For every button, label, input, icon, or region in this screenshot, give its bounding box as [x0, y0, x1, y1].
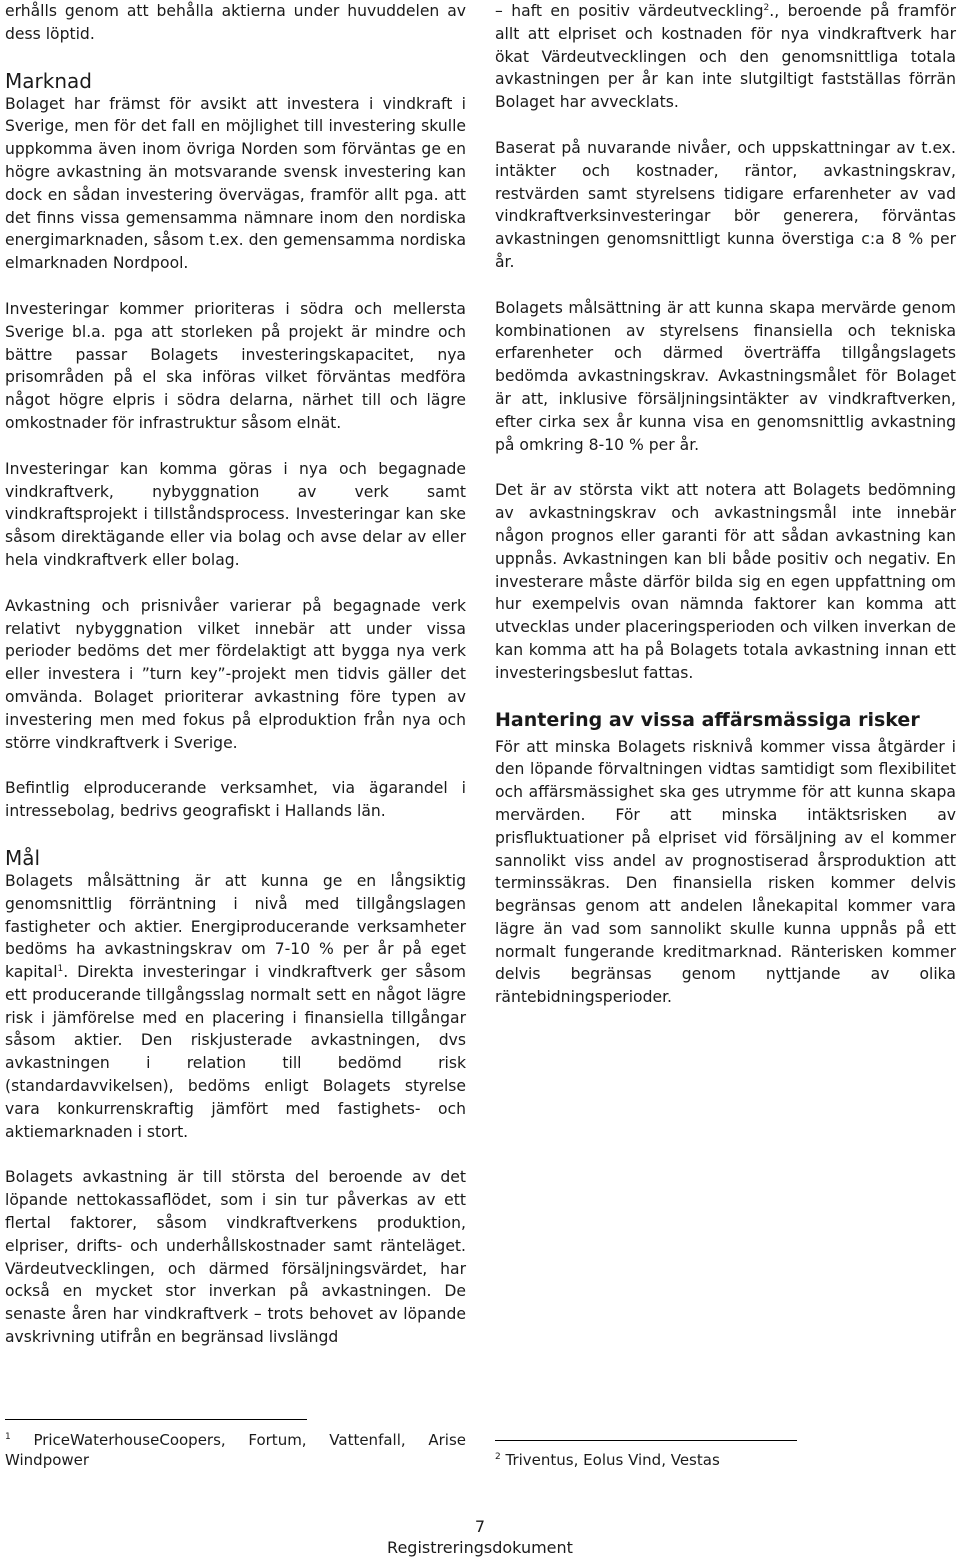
left-column [5, 0, 466, 1372]
paragraph: Avkastning och prisnivåer varierar på begagnade verk relativt nybyggnation vilket innebär att under vissa perioder bedöms det mer fördelaktigt att bygga nya verk eller investera i ”turn key”-projekt men tidvis gäller det omvända. Bolaget prioriterar avkastning före typen av investering men med fokus på elproduktion från nya och större vindkraftverk i Sverige. [5, 596, 466, 752]
paragraph: Det är av största vikt att notera att Bolagets bedömning av avkastningskrav och avkastningsmål inte innebär någon prognos eller garanti för att sådan avkastning kan uppnås. Avkastningen kan bli både positiv och negativ. En investerare måste därför bilda sig en egen uppfattning om hur exempelvis ovan nämnda faktorer kan komma att utvecklas under placeringsperioden och vilken inverkan de kan komma att ha på Bolagets totala avkastning innan ett investeringsbeslut fattas. [495, 481, 956, 682]
text-run: . Direkta investeringar i vindkraftverk ger såsom ett producerande tillgångsslag normalt sett en något lägre risk i jämförelse med en placering i finansiella tillgångar såsom aktier. Den riskjusterade avkastningen, dvs avkastningen i relation till bedömd risk (standardavvikelsen), bedöms enligt Bolagets styrelse vara konkurrenskraftig jämfört med fastighets- och aktiemarknaden i stort. [5, 963, 466, 1141]
document-name: Registreringsdokument [387, 1538, 573, 1557]
footnote-rule-right [495, 1440, 797, 1441]
footnote-reference: 2 [763, 2, 770, 13]
paragraph: Investeringar kommer prioriteras i södra och mellersta Sverige bl.a. pga att storleken på projekt är mindre och bättre passar Bolagets investeringskapacitet, nya prisområden på el ska införas vilket förväntas medföra något högre elpris i södra delarna, närhet till och lägre omkostnader för infrastruktur såsom elnät. [5, 299, 466, 432]
page-number: 7 [474, 1517, 486, 1536]
footnote-text: Triventus, Eolus Vind, Vestas [505, 1451, 720, 1469]
text-run: – haft en positiv värdeutveckling [495, 2, 764, 20]
footnote-rule-left [5, 1419, 307, 1420]
right-column [495, 0, 956, 1032]
footnote-number: 1 [5, 1432, 11, 1442]
text-run: ., beroende på framför allt att elpriset och kostnaden för nya vindkraftverk har ökat Värdeutvecklingen och den genomsnittliga totala avkastningen per år kan inte slutgiltigt fastställas förrän Bolaget har avvecklats. [495, 2, 956, 112]
paragraph: Bolagets avkastning är till största del beroende av det löpande nettokassaflödet, som i sin tur påverkas av ett flertal faktorer, såsom vindkraftverkens produktion, elpriser, drifts- och underhållskostnader samt ränteläget. Värdeutvecklingen, och därmed försäljningsvärdet, har också en mycket stor inverkan på avkastningen. De senaste åren har vindkraftverk – trots behovet av löpande avskrivning utifrån en begränsad livslängd [5, 1168, 466, 1347]
paragraph: erhålls genom att behålla aktierna under huvuddelen av dess löptid. [5, 2, 466, 43]
paragraph: Bolaget har främst för avsikt att investera i vindkraft i Sverige, men för det fall en möjlighet till investering skulle uppkomma även inom övriga Norden som förväntas ge en högre avkastning än motsvarande svensk investering kan dock en sådan investering övervägas, framför allt pga. att det finns vissa gemensamma nämnare inom den nordiska energimarknaden, såsom t.ex. den gemensamma nordiska elmarknaden Nordpool. [5, 94, 466, 273]
paragraph [495, 0, 956, 114]
paragraph: För att minska Bolagets risknivå kommer vissa åtgärder i den löpande förvaltningen vidtas samtidigt som flexibilitet och affärsmässighet ska ges utrymme för att kunna skapa mervärden. För att minska intäktsrisken av prisfluktuationer på elpriset vid försäljning av el kommer sannolikt viss andel av prognostiserad årsproduktion att terminssäkras. Den finansiella risken kommer delvis begränsas genom att andelen lånekapital kommer vara lägre än vad som sannolikt skulle kunna uppnås på ett normalt fungerande kreditmarknad. Ränterisken kommer delvis begränsas genom nyttjande av olika räntebidningsperioder. [495, 737, 956, 1007]
section-heading-mal: Mål [5, 845, 41, 870]
footnote-1 [5, 1430, 466, 1470]
paragraph: Befintlig elproducerande verksamhet, via ägarandel i intressebolag, bedrivs geografiskt i Hallands län. [5, 779, 466, 821]
footnote-reference: 1 [57, 963, 64, 974]
section-heading-marknad: Marknad [5, 68, 92, 93]
footnote-2 [495, 1450, 956, 1470]
text-run: Bolagets målsättning är att kunna ge en långsiktig genomsnittlig förräntning i nivå med tillgångslagen fastigheter och aktier. Energiproducerande verksamheter bedöms ha avkastningskrav om 7-10 % per år på eget kapital [5, 871, 466, 982]
paragraph: Bolagets målsättning är att kunna skapa mervärde genom kombinationen av styrelsens finansiella och tekniska erfarenheter och därmed överträffa tillgångslagets bedömda avkastningskrav. Avkastningsmålet för Bolaget är att, inklusive försäljningsintäkter av vindkraftverken, efter cirka sex år kunna visa en genomsnittlig avkastning på omkring 8-10 % per år. [495, 298, 956, 454]
footnote-text: PriceWaterhouseCoopers, Fortum, Vattenfall, Arise Windpower [5, 1431, 466, 1469]
paragraph: Investeringar kan komma göras i nya och begagnade vindkraftverk, nybyggnation av verk samt vindkraftsprojekt i tillståndsprocess. Investeringar kan ske såsom direktägande eller via bolag och avse delar av eller hela vindkraftverk eller bolag. [5, 459, 466, 569]
paragraph [5, 870, 466, 1144]
section-heading-risker: Hantering av vissa affärsmässiga risker [495, 708, 920, 731]
footnote-number: 2 [495, 1452, 501, 1462]
paragraph: Baserat på nuvarande nivåer, och uppskattningar av t.ex. intäkter och kostnader, räntor, avkastningskrav, restvärden samt styrelsens tidigare erfarenheter av vad vindkraftverksinvesteringar bör generera, förväntas avkastningen genomsnittligt kunna överstiga c:a 8 % per år. [495, 138, 956, 271]
